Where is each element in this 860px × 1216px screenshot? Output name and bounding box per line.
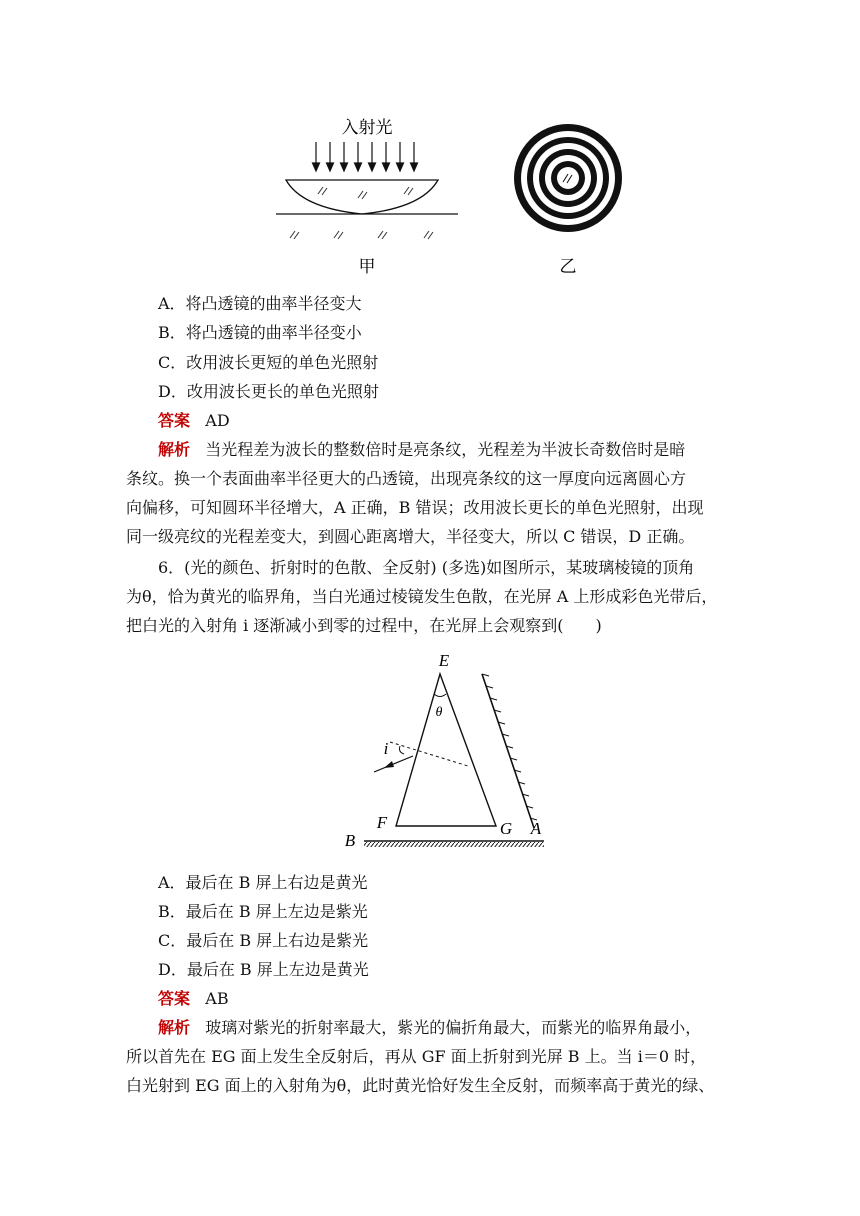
q6-option-c: C．最后在 B 屏上右边是紫光 [158,931,369,950]
incidence-angle-arc [400,746,405,754]
label-theta: θ [435,705,443,720]
prism-figure [338,648,558,854]
figure-caption-yi: 乙 [559,257,577,277]
q5-analysis-line-2: 条纹。换一个表面曲率半径更大的凸透镜，出现亮条纹的这一厚度向远离圆心方 [126,469,687,488]
convex-lens [286,180,438,214]
q5-option-d: D．改用波长更长的单色光照射 [158,382,379,401]
newton-rings-pattern [514,124,622,232]
newton-rings-figure [262,108,642,280]
q5-option-b: B．将凸透镜的曲率半径变小 [158,323,362,342]
screen-B [364,841,544,847]
label-i: i [383,739,389,758]
label-F: F [376,813,388,832]
q5-analysis-line-4: 同一级亮纹的光程差变大，到圆心距离增大，半径变大，所以 C 错误，D 正确。 [126,527,695,546]
q5-option-a: A．将凸透镜的曲率半径变大 [158,294,362,313]
analysis-label: 解析 [158,440,191,459]
theta-arc [434,694,446,697]
prism [396,674,496,826]
q6-answer [158,989,229,1009]
answer-value: AD [205,411,230,430]
analysis-text: 当光程差为波长的整数倍时是亮条纹，光程差为半波长奇数倍时是暗 [205,440,686,459]
incident-light-label: 入射光 [341,118,393,138]
analysis-label: 解析 [158,1018,191,1037]
incident-arrows [313,142,418,171]
q5-option-c: C．改用波长更短的单色光照射 [158,353,379,372]
q6-analysis-line-1 [158,1018,701,1038]
answer-value: AB [205,989,229,1008]
q6-analysis-line-2: 所以首先在 EG 面上发生全反射后，再从 GF 面上折射到光屏 B 上。当 i＝0 时， [126,1047,707,1066]
figure-caption-jia: 甲 [358,257,376,277]
label-G: G [499,819,513,838]
label-E: E [438,651,450,670]
answer-label: 答案 [158,411,191,430]
label-B: B [344,831,356,850]
answer-label: 答案 [158,989,191,1008]
q5-analysis-line-1 [158,440,685,460]
incident-ray-arrow [384,761,394,768]
q5-analysis-line-3: 向偏移，可知圆环半径增大，A 正确，B 错误；改用波长更长的单色光照射，出现 [126,498,704,517]
glass-hatch-marks [290,187,433,239]
q6-option-b: B．最后在 B 屏上左边是紫光 [158,902,368,921]
q6-stem-line-1: 6．(光的颜色、折射时的色散、全反射) (多选)如图所示，某玻璃棱镜的顶角 [158,558,695,577]
q5-answer [158,411,230,431]
screen-A [482,674,537,828]
q6-option-a: A．最后在 B 屏上右边是黄光 [158,873,368,892]
normal-line [390,742,468,766]
q6-stem-line-2: 为θ，恰为黄光的临界角，当白光通过棱镜发生色散，在光屏 A 上形成彩色光带后， [126,587,718,606]
incident-ray [374,756,413,772]
analysis-text: 玻璃对紫光的折射率最大，紫光的偏折角最大，而紫光的临界角最小， [205,1018,702,1037]
q6-stem-line-3: 把白光的入射角 i 逐渐减小到零的过程中，在光屏上会观察到( ) [126,616,602,635]
label-A: A [530,819,542,838]
q6-option-d: D．最后在 B 屏上左边是黄光 [158,960,369,979]
q6-analysis-line-3: 白光射到 EG 面上的入射角为θ，此时黄光恰好发生全反射，而频率高于黄光的绿、 [126,1076,715,1095]
